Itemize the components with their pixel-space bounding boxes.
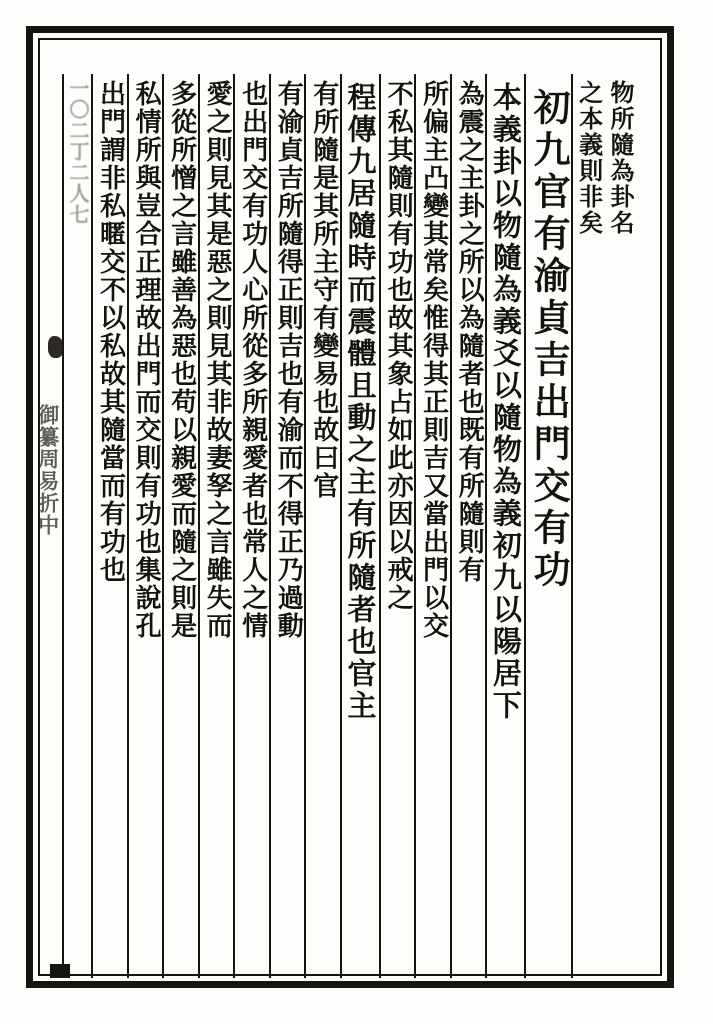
- text-column-9: [198, 74, 234, 978]
- text-column-5: [340, 74, 379, 978]
- text-column-4: [379, 74, 415, 978]
- column-text: 出門謂非私暱交不以私故其隨當而有功也: [95, 80, 126, 584]
- column-text: 有所隨是其所主守有變易也故曰官: [308, 80, 339, 500]
- column-text: 不私其隨則有功也故其象占如此亦因以戒之: [383, 80, 414, 612]
- page-border-inner: [35, 38, 662, 976]
- column-text: 也出門交有功人心所從多所親愛者也常人之情: [237, 80, 268, 640]
- page-border-outer: [26, 26, 674, 988]
- margin-column-1: [62, 74, 91, 978]
- column-text: 為震之主卦之所以為隨者也既有所隨則有: [454, 80, 485, 584]
- margin-column-2: [34, 74, 62, 978]
- column-text: 多從所憎之言雖善為惡也苟以親愛而隨之則是: [166, 80, 197, 640]
- text-column-12: [91, 74, 127, 978]
- column-text: 之本義則非矣: [574, 80, 604, 236]
- text-column-11: [127, 74, 163, 978]
- text-column-7: [269, 74, 305, 978]
- page-title: 初九官有渝貞吉出門交有功: [527, 88, 572, 592]
- margin-text: 御纂周易折中: [35, 404, 61, 536]
- text-column-2: [450, 74, 486, 978]
- text-column-6: [304, 74, 340, 978]
- text-column-header-2: [571, 74, 604, 978]
- bottom-edge-mark: [50, 964, 70, 978]
- text-column-1: [485, 74, 524, 978]
- text-column-title: [524, 74, 571, 978]
- margin-text: 一〇二丁二人七: [65, 78, 90, 225]
- column-text: 本義卦以物隨為義爻以隨物為義初九以陽居下: [488, 82, 523, 722]
- text-column-3: [414, 74, 450, 978]
- column-text: 程傳九居隨時而震體且動之主有所隨者也官主: [343, 82, 378, 722]
- text-column-10: [162, 74, 198, 978]
- column-text: 物所隨為卦名: [606, 80, 635, 236]
- column-text: 私情所與豈合正理故出門而交則有功也集說孔: [131, 80, 162, 640]
- column-text: 所偏主凸變其常矣惟得其正則吉又當出門以交: [418, 80, 449, 640]
- text-column-group: [35, 74, 636, 978]
- text-column-header-1: [605, 74, 636, 978]
- column-text: 有渝貞吉所隨得正則吉也有渝而不得正乃過動: [273, 80, 304, 640]
- column-text: 愛之則見其是惡之則見其非故妻孥之言雖失而: [202, 80, 233, 640]
- text-column-8: [233, 74, 269, 978]
